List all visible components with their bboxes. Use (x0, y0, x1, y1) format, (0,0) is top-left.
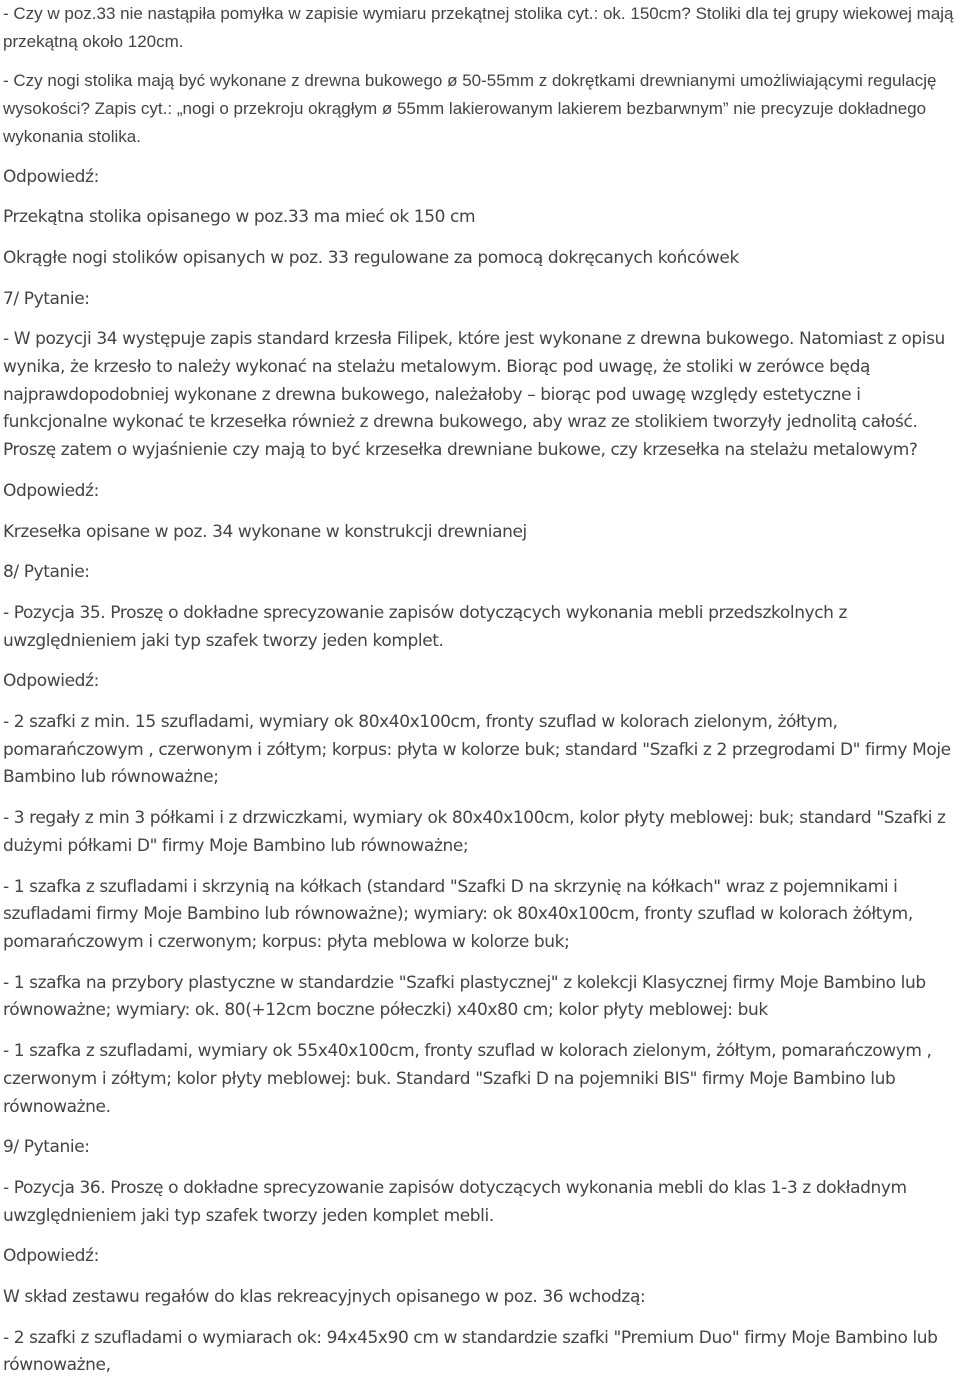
q8-question-paragraph: - Pozycja 35. Proszę o dokładne sprecyzowanie zapisów dotyczących wykonania mebli przedszkolnych z uwzględnieniem jaki typ szafek tworzy jeden komplet. (3, 602, 848, 651)
q8-answer-paragraph-3: - 1 szafka z szufladami i skrzynią na kółkach (standard "Szafki D na skrzynię na kółkach" wraz z pojemnikami i szufladami firmy Moje Bambino lub równoważne); wymiary: ok 80x40x100cm, fronty szuflad w kolorach żółtym, pomarańczowym i czerwonym; korpus: płyta meblowa w kolorze buk; (3, 876, 913, 952)
q7-question-paragraph: - W pozycji 34 występuje zapis standard krzesła Filipek, które jest wykonane z drewna bukowego. Natomiast z opisu wynika, że krzesło to należy wykonać na stelażu metalowym. Biorąc pod uwagę, że stoliki w zerówce będą najprawdopodobniej wykonane z drewna bukowego, należałoby – biorąc pod uwagę względy estetyczne i funkcjonalne wykonać te krzesełka również z drewna bukowego, aby wraz ze stolikiem tworzyły jednolitą całość. Proszę zatem o wyjaśnienie czy mają to być krzesełka drewniane bukowe, czy krzesełka na stelażu metalowym? (3, 329, 945, 461)
q8-answer-paragraph-5: - 1 szafka z szufladami, wymiary ok 55x40x100cm, fronty szuflad w kolorach zielonym, żółtym, pomarańczowym , czerwonym i zółtym; kolor płyty meblowej: buk. Standard "Szafki D na pojemniki BIS" firmy Moje Bambino lub równoważne. (3, 1041, 932, 1117)
q9-heading: 9/ Pytanie: (3, 1137, 90, 1158)
q9-answer-paragraph-1: W skład zestawu regałów do klas rekreacyjnych opisanego w poz. 36 wchodzą: (3, 1287, 646, 1308)
q6-answer-paragraph-1: Przekątna stolika opisanego w poz.33 ma mieć ok 150 cm (3, 207, 476, 228)
q9-answer-paragraph-2: - 2 szafki z szufladami o wymiarach ok: 94x45x90 cm w standardzie szafki "Premium Duo" firmy Moje Bambino lub równoważne, (3, 1327, 938, 1376)
answer-label: Odpowiedź: (3, 166, 99, 187)
q9-question-paragraph: - Pozycja 36. Proszę o dokładne sprecyzowanie zapisów dotyczących wykonania mebli do klas 1-3 z dokładnym uwzględnieniem jaki typ szafek tworzy jeden komplet mebli. (3, 1177, 907, 1226)
q7-answer-paragraph: Krzesełka opisane w poz. 34 wykonane w konstrukcji drewnianej (3, 521, 527, 542)
q6-question-paragraph-1: - Czy w poz.33 nie nastąpiła pomyłka w zapisie wymiaru przekątnej stolika cyt.: ok. 150cm? Stoliki dla tej grupy wiekowej mają przekątną około 120cm. (3, 4, 954, 51)
document-page (3, 0, 958, 1380)
q6-question-paragraph-2: - Czy nogi stolika mają być wykonane z drewna bukowego ø 50-55mm z dokrętkami drewnianymi umożliwiającymi regulację wysokości? Zapis cyt.: „nogi o przekroju okrągłym ø 55mm lakierowanym lakierem bezbarwnym” nie precyzuje dokładnego wykonania stolika. (3, 71, 937, 146)
q8-answer-paragraph-1: - 2 szafki z min. 15 szufladami, wymiary ok 80x40x100cm, fronty szuflad w kolorach zielonym, żółtym, pomarańczowym , czerwonym i zółtym; korpus: płyta w kolorze buk; standard "Szafki z 2 przegrodami D" firmy Moje Bambino lub równoważne; (3, 712, 951, 788)
q8-answer-paragraph-4: - 1 szafka na przybory plastyczne w standardzie "Szafki plastycznej" z kolekcji Klasycznej firmy Moje Bambino lub równoważne; wymiary: ok. 80(+12cm boczne półeczki) x40x80 cm; kolor płyty meblowej: buk (3, 972, 926, 1021)
q7-heading: 7/ Pytanie: (3, 288, 90, 309)
q8-answer-paragraph-2: - 3 regały z min 3 półkami i z drzwiczkami, wymiary ok 80x40x100cm, kolor płyty meblowej: buk; standard "Szafki z dużymi półkami D" firmy Moje Bambino lub równoważne; (3, 808, 946, 856)
q8-heading: 8/ Pytanie: (3, 562, 90, 583)
answer-label: Odpowiedź: (3, 671, 99, 692)
answer-label: Odpowiedź: (3, 1246, 99, 1267)
q6-answer-paragraph-2: Okrągłe nogi stolików opisanych w poz. 33 regulowane za pomocą dokręcanych końcówek (3, 247, 739, 268)
answer-label: Odpowiedź: (3, 480, 99, 501)
